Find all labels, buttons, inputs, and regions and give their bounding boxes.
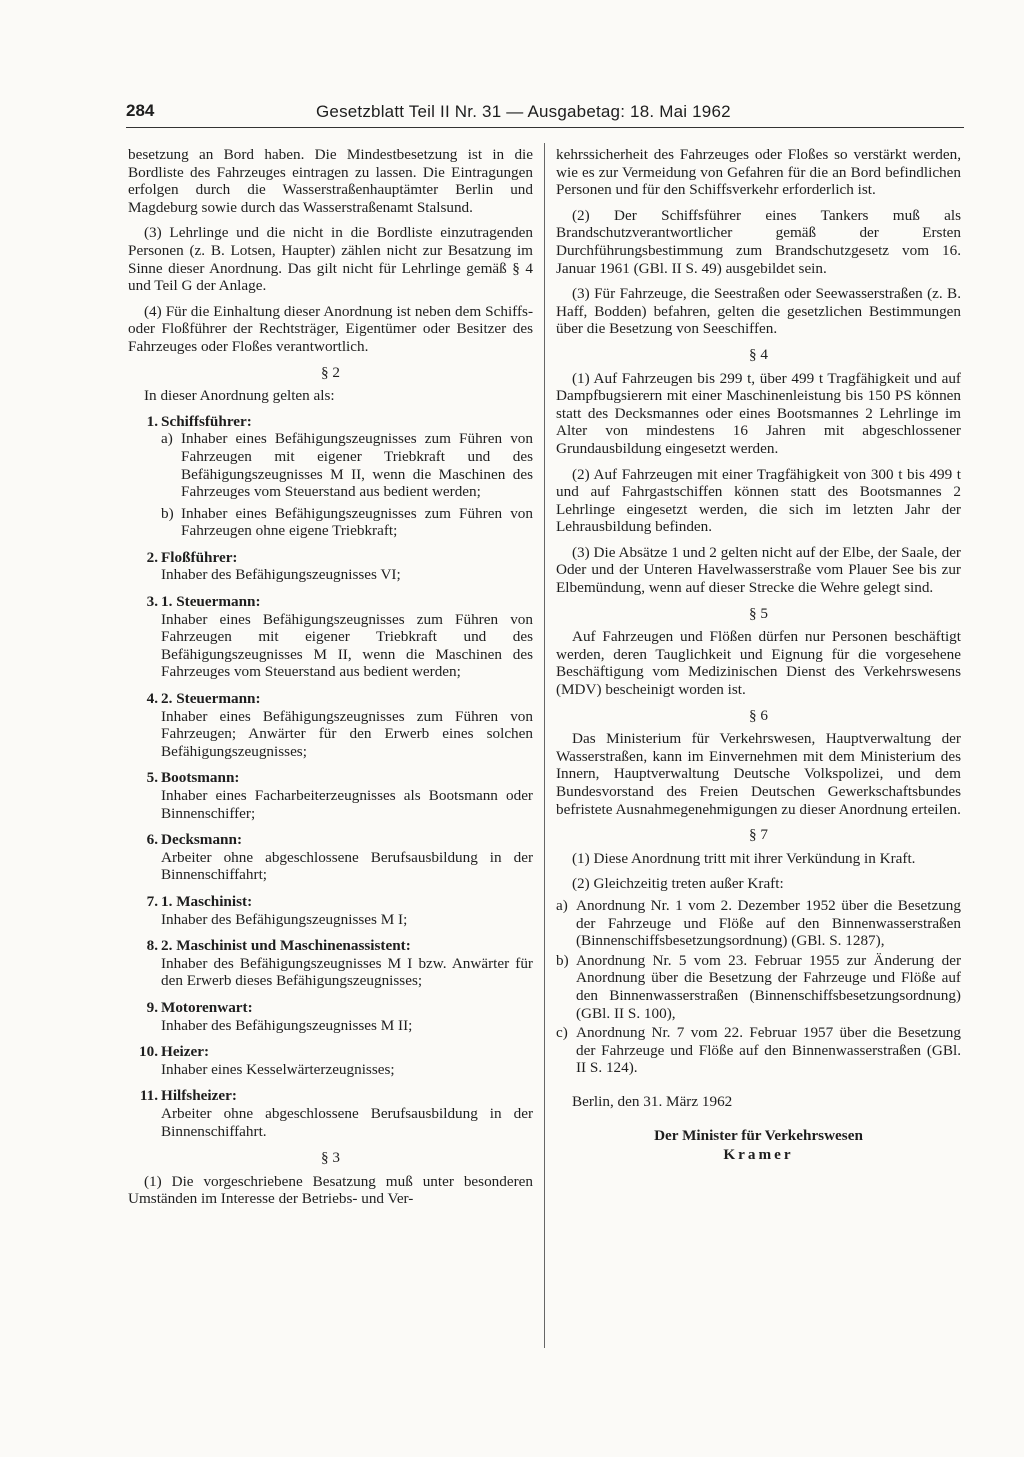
list-text: Anordnung Nr. 1 vom 2. Dezember 1952 über die Besetzung der Fahrzeuge und Flöße auf den Binnenwasserstraßen (Binnenschiffsbesetzungsordnung) (GBl. S. 1287), [576,896,961,950]
definition-item [128,831,533,884]
item-body: Inhaber des Befähigungszeugnisses M II; [161,1016,413,1034]
section-heading-2: § 2 [321,363,340,381]
repeal-list-item [556,897,961,950]
sub-label: a) [161,430,173,448]
item-number: 4. [146,690,158,708]
item-number: 7. [146,892,158,910]
definition-item [128,937,533,990]
list-label: c) [556,1024,568,1042]
sub-text: Inhaber eines Befähigungszeugnisses zum Führen von Fahrzeugen ohne eigene Triebkraft; [181,504,533,540]
item-number: 8. [146,937,158,955]
item-number: 5. [146,769,158,787]
paragraph: (4) Für die Einhaltung dieser Anordnung ist neben dem Schiffs- oder Floßführer der Rechtsträger, Eigentümer oder Besitzer des Fahrzeuges oder Floßes verantwortlich. [128,302,533,355]
repeal-list-item [556,952,961,1022]
item-title: Motorenwart: [161,998,253,1016]
item-title: 1. Steuermann: [161,593,261,611]
paragraph: (1) Die vorgeschriebene Besatzung muß unter besonderen Umständen im Interesse der Betriebs- und Ver- [128,1172,533,1208]
list-label: a) [556,896,568,914]
list-text: Anordnung Nr. 5 vom 23. Februar 1955 zur Änderung der Anordnung über die Besetzung der Fahrzeuge und Flöße auf den Binnenwasserstraßen (Binnenschiffsbesetzungsordnung) (GBl. II S. 100), [576,951,961,1022]
section-heading-4: § 4 [749,345,768,363]
definition-item [128,1087,533,1140]
sub-item [161,505,533,540]
item-body: Inhaber eines Kesselwärterzeugnisses; [161,1060,395,1078]
item-title: Heizer: [161,1043,210,1061]
paragraph: (3) Für Fahrzeuge, die Seestraßen oder Seewasserstraßen (z. B. Haff, Bodden) befahren, gelten die gesetzlichen Bestimmungen über die Besetzung von Seeschiffen. [556,285,961,338]
item-title: 2. Maschinist und Maschinenassistent: [161,937,411,955]
definition-item [128,999,533,1034]
section-heading-6: § 6 [749,706,768,724]
item-body: Arbeiter ohne abgeschlossene Berufsausbildung in der Binnenschiffahrt; [161,848,533,884]
repeal-list-item [556,1024,961,1077]
paragraph: (2) Auf Fahrzeugen mit einer Tragfähigkeit von 300 t bis 499 t und auf Fahrgastschiffen können statt des Bootsmannes 2 Lehrlinge eingesetzt werden, die sich im letzten Jahr der Lehrausbildung befinden. [556,465,961,536]
paragraph: (3) Die Absätze 1 und 2 gelten nicht auf der Elbe, der Saale, der Oder und der Unteren Havelwasserstraße vom Plauer See bis zur Elbemündung, wenn auf dieser Strecke die Wehre gelegt sind. [556,543,961,597]
paragraph: In dieser Anordnung gelten als: [144,387,335,405]
item-number: 9. [146,998,158,1016]
definition-item [128,1043,533,1078]
page-header [126,101,964,128]
item-body: Inhaber eines Facharbeiterzeugnisses als Bootsmann oder Binnenschiffer; [161,787,533,822]
sub-item [161,430,533,500]
item-body: Inhaber eines Befähigungszeugnisses zum Führen von Fahrzeugen; Anwärter für den Erwerb eines solchen Befähigungszeugnisses; [161,707,533,760]
item-body: Inhaber des Befähigungszeugnisses M I; [161,910,408,928]
paragraph: (1) Diese Anordnung tritt mit ihrer Verkündung in Kraft. [572,849,916,867]
definition-item [128,593,533,681]
column-divider [544,143,545,1348]
item-title: Decksmann: [161,831,243,849]
section-heading-7: § 7 [749,826,768,844]
paragraph: besetzung an Bord haben. Die Mindestbesetzung ist in die Bordliste des Fahrzeuges eintragen zu lassen. Die Eintragungen erfolgen durch die Wasserstraßenhauptämter Berlin und Magdeburg sowie durch das Wasserstraßenamt Stalsund. [128,146,533,216]
section-heading-5: § 5 [749,604,768,622]
paragraph: Auf Fahrzeugen und Flößen dürfen nur Personen beschäftigt werden, deren Tauglichkeit und Eignung für die vorgesehene Beschäftigung vom Medizinischen Dienst des Verkehrswesens (MDV) bescheinigt worden ist. [556,628,961,699]
page-number: 284 [126,101,155,120]
section-heading-3: § 3 [321,1149,340,1167]
signature-name: Kramer [723,1146,794,1164]
item-body: Inhaber eines Befähigungszeugnisses zum Führen von Fahrzeugen mit eigener Triebkraft und des Befähigungszeugnisses M II, wenn die Maschinen des Fahrzeuges vom Steuerstand aus bedient werden; [161,610,533,681]
paragraph: (2) Der Schiffsführer eines Tankers muß als Brandschutzverantwortlicher gemäß der Ersten Durchführungsbestimmung zum Brandschutzgesetz vom 16. Januar 1961 (GBl. II S. 49) ausgebildet sein. [556,206,961,277]
paragraph: Das Ministerium für Verkehrswesen, Hauptverwaltung der Wasserstraßen, kann im Einvernehmen mit dem Ministerium des Innern, Hauptverwaltung Deutsche Volkspolizei, und dem Bundesvorstand des Freien Deutschen Gewerkschaftsbundes befristete Ausnahmegenehmigungen zu dieser Anordnung erteilen. [556,730,961,818]
paragraph: (3) Lehrlinge und die nicht in die Bordliste einzutragenden Personen (z. B. Lotsen, Haupter) zählen nicht zur Besatzung im Sinne dieser Anordnung. Das gilt nicht für Lehrlinge gemäß § 4 und Teil G der Anlage. [128,224,533,295]
item-title: Bootsmann: [161,769,240,787]
definition-item [128,893,533,928]
signature-title: Der Minister für Verkehrswesen [654,1126,863,1144]
definition-item [128,549,533,584]
paragraph: kehrssicherheit des Fahrzeuges oder Floßes so verstärkt werden, wie es zur Vermeidung von Gefahren für die an Bord befindlichen Personen und für den Schiffsverkehr erforderlich ist. [556,146,961,199]
item-number: 11. [139,1087,158,1105]
item-number: 10. [139,1043,158,1061]
item-title: Hilfsheizer: [161,1087,237,1105]
item-number: 3. [146,593,158,611]
paragraph: (2) Gleichzeitig treten außer Kraft: [572,875,784,893]
item-title: 2. Steuermann: [161,690,261,708]
item-number: 6. [146,831,158,849]
list-label: b) [556,951,569,969]
place-date: Berlin, den 31. März 1962 [572,1092,733,1110]
item-body: Inhaber des Befähigungszeugnisses VI; [161,566,401,584]
sub-label: b) [161,504,174,522]
definition-item [128,690,533,760]
item-title: Floßführer: [161,548,238,566]
item-title: Schiffsführer: [161,412,252,430]
item-number: 2. [146,548,158,566]
definition-item [128,769,533,822]
definition-item [128,413,533,540]
item-body: Arbeiter ohne abgeschlossene Berufsausbildung in der Binnenschiffahrt. [161,1104,533,1140]
item-number: 1. [146,412,158,430]
sub-text: Inhaber eines Befähigungszeugnisses zum Führen von Fahrzeugen mit eigener Triebkraft und des Befähigungszeugnisses M II, wenn die Maschinen des Fahrzeuges vom Steuerstand aus bedient werden; [181,430,533,501]
left-column [128,146,533,1216]
list-text: Anordnung Nr. 7 vom 22. Februar 1957 über die Besetzung der Fahrzeuge und Flöße auf den Binnenwasserstraßen (GBl. II S. 124). [576,1024,961,1077]
right-column [556,146,961,1166]
item-body: Inhaber des Befähigungszeugnisses M I bzw. Anwärter für den Erwerb dieses Befähigungszeugnisses; [161,954,533,990]
item-title: 1. Maschinist: [161,892,253,910]
header-title: Gesetzblatt Teil II Nr. 31 — Ausgabetag: 18. Mai 1962 [316,102,731,121]
paragraph: (1) Auf Fahrzeugen bis 299 t, über 499 t Tragfähigkeit und auf Dampfbugsierern mit einer Maschinenleistung bis 150 PS können statt des Decksmannes oder eines Bootsmannes 2 Lehrlinge im Alter von mindestens 16 Jahren mit abgeschlossener Grundausbildung eingesetzt werden. [556,369,961,457]
